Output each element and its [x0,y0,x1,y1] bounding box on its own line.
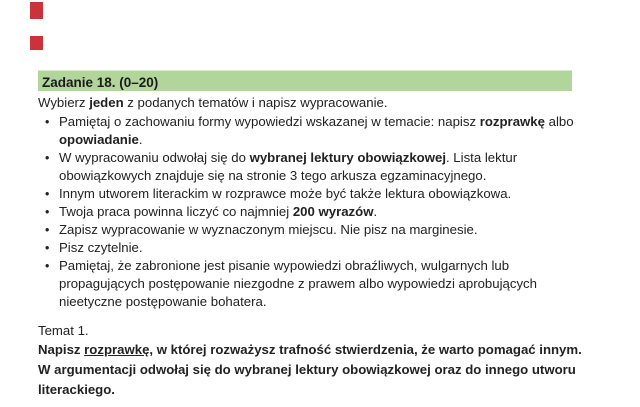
bullet-icon: • [45,115,50,129]
red-scan-mark-bottom [30,36,43,50]
text-line: Napisz rozprawkę, w której rozważysz trafność stwierdzenia, że warto pomagać innym. [38,342,582,357]
task-header-label: Zadanie 18. (0–20) [42,75,159,90]
text-line: Pisz czytelnie. [59,240,143,255]
bullet-icon: • [45,223,50,237]
text-line: Twoja praca powinna liczyć co najmniej 200 wyrazów. [59,204,378,219]
text-line: Pamiętaj o zachowaniu formy wypowiedzi wskazanej w temacie: napisz rozprawkę albo [59,114,574,129]
text-line: nieetyczne postępowanie bohatera. [59,294,267,309]
bullet-icon: • [45,187,50,201]
bullet-item [38,113,584,149]
text-line: propagujących postępowanie niezgodne z prawem albo wypowiedzi aprobujących [59,276,537,291]
text-line: literackiego. [38,382,115,397]
bullet-item [38,203,584,221]
bullet-item [38,221,584,239]
text-line: Pamiętaj, że zabronione jest pisanie wypowiedzi obraźliwych, wulgarnych lub [59,258,510,273]
temat-paragraph [38,340,584,400]
task-header-band [38,70,572,91]
bullet-icon: • [45,205,50,219]
bullet-item [38,185,584,203]
bullet-item [38,239,584,257]
text-line: Innym utworem literackim w rozprawce może być także lektura obowiązkowa. [59,186,512,201]
text-line: opowiadanie. [59,132,143,147]
exam-task-section [38,70,584,400]
intro-line: Wybierz jeden z podanych tematów i napisz wypracowanie. [38,95,388,110]
bullet-item [38,257,584,311]
temat-block [38,321,584,400]
bullet-icon: • [45,259,50,273]
text-line: obowiązkowych znajduje się na stronie 3 tego arkusza egzaminacyjnego. [59,168,487,183]
temat-title: Temat 1. [38,323,89,338]
bullet-item [38,149,584,185]
text-line: Zapisz wypracowanie w wyznaczonym miejscu. Nie pisz na marginesie. [59,222,478,237]
text-line: W wypracowaniu odwołaj się do wybranej lektury obowiązkowej. Lista lektur [59,150,518,165]
red-scan-mark-top [30,2,43,19]
bullet-list [38,113,584,311]
text-line: W argumentacji odwołaj się do wybranej lektury obowiązkowej oraz do innego utworu [38,362,576,377]
bullet-icon: • [45,241,50,255]
bullet-icon: • [45,151,50,165]
